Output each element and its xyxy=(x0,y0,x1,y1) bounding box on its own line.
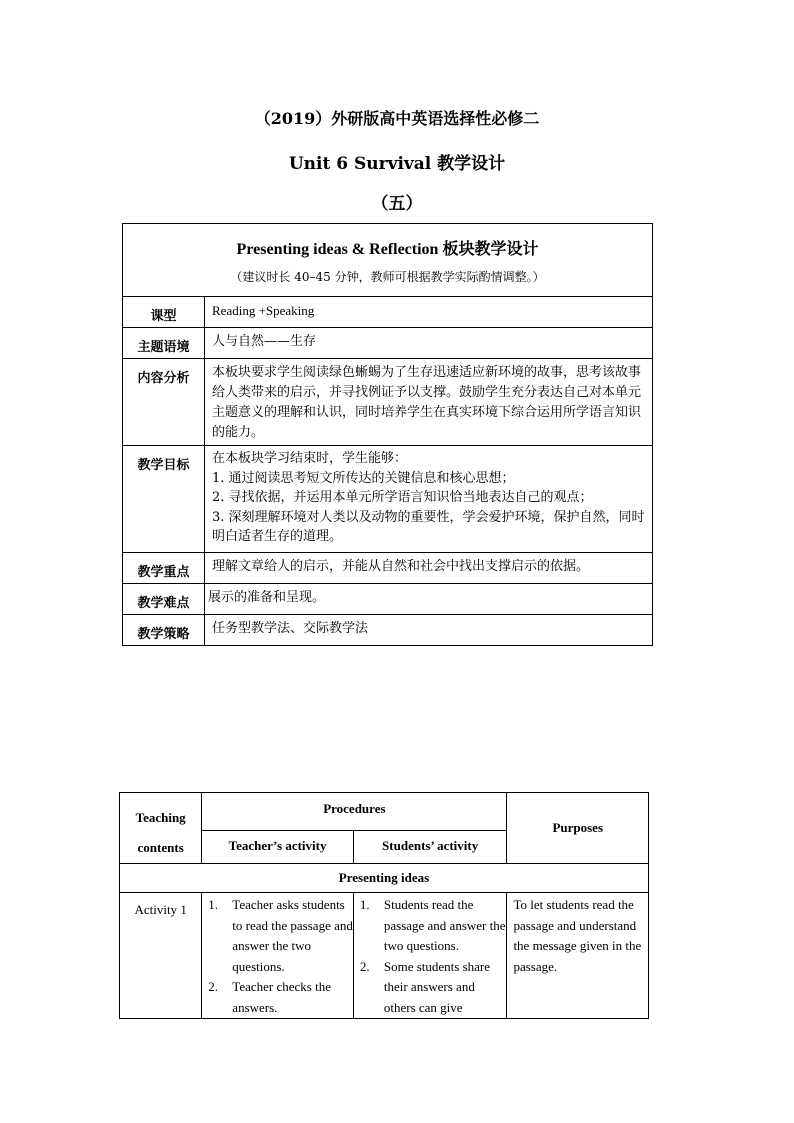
overview-title: Presenting ideas & Reflection 板块教学设计 xyxy=(236,241,539,258)
row-value-theme: 人与自然——生存 xyxy=(205,328,653,359)
col-procedures: Procedures xyxy=(202,793,507,831)
row-value-content-analysis: 本板块要求学生阅读绿色蜥蜴为了生存迅速适应新环境的故事，思考该故事给人类带来的启示，并寻找例证予以支撑。鼓励学生充分表达自己对本单元主题意义的理解和认识，同时培养学生在真实环境下综合运用所学语言知识的能力。 xyxy=(205,359,653,446)
section-presenting-ideas: Presenting ideas xyxy=(120,864,649,893)
item-text: Students read the passage and answer the two questions. xyxy=(383,897,506,953)
item-number: 2. xyxy=(208,979,219,994)
activity1-label: Activity 1 xyxy=(120,893,202,1019)
item-text: Some students share their answers and others can give xyxy=(383,958,491,1015)
row-label-strategies: 教学策略 xyxy=(123,615,205,646)
item-number: 1. xyxy=(359,897,370,912)
doc-title-line1: （2019）外研版高中英语选择性必修二 xyxy=(254,109,540,128)
row-value-objectives xyxy=(205,446,653,553)
overview-subtitle: （建议时长 40–45 分钟，教师可根据教学实际酌情调整。） xyxy=(230,270,545,284)
procedures-table xyxy=(119,792,649,1019)
teacher-activity-list xyxy=(202,895,353,1018)
objective-item: 3. 深刻理解环境对人类以及动物的重要性，学会爱护环境，保护自然，同时明白适者生存的道理。 xyxy=(212,509,645,544)
objectives-intro: 在本板块学习结束时，学生能够： xyxy=(212,451,408,466)
list-item xyxy=(202,977,353,1018)
objective-item: 2. 寻找依据，并运用本单元所学语言知识恰当地表达自己的观点； xyxy=(212,490,593,505)
item-text: Teacher asks students to read the passage and answer the two questions. xyxy=(232,897,353,974)
students-activity-list xyxy=(354,895,507,1018)
row-value-type-text: Reading +Speaking xyxy=(212,303,315,318)
list-item xyxy=(202,895,353,977)
activity1-teacher-cell xyxy=(202,893,354,1019)
row-value-key-points: 理解文章给人的启示，并能从自然和社会中找出支撑启示的依据。 xyxy=(205,553,653,584)
item-text: Teacher checks the answers. xyxy=(232,979,331,1015)
row-value-strategies: 任务型教学法、交际教学法 xyxy=(205,615,653,646)
overview-table xyxy=(122,223,653,646)
col-teaching-line2: contents xyxy=(137,840,184,855)
row-value-type xyxy=(205,297,653,328)
activity1-students-cell xyxy=(353,893,507,1019)
col-teaching-contents xyxy=(120,793,202,864)
col-teaching-line1: Teaching xyxy=(135,810,186,825)
item-number: 1. xyxy=(208,897,219,912)
col-teacher-activity: Teacher’s activity xyxy=(202,830,354,863)
row-label-type: 课型 xyxy=(123,297,205,328)
row-label-difficulties: 教学难点 xyxy=(123,584,205,615)
doc-title-line2: Unit 6 Survival 教学设计 xyxy=(288,154,506,174)
col-purposes: Purposes xyxy=(507,793,649,864)
row-label-theme: 主题语境 xyxy=(123,328,205,359)
overview-header-cell xyxy=(123,224,653,297)
item-number: 2. xyxy=(359,958,370,974)
list-item xyxy=(354,957,507,1019)
objective-item: 1. 通过阅读思考短文所传达的关键信息和核心思想； xyxy=(212,470,515,486)
row-label-content-analysis: 内容分析 xyxy=(123,359,205,446)
row-label-objectives: 教学目标 xyxy=(123,446,205,553)
activity1-purpose: To let students read the passage and understand the message given in the passage. xyxy=(507,893,649,1019)
row-value-difficulties: 展示的准备和呈现。 xyxy=(205,584,653,615)
list-item xyxy=(354,895,507,957)
col-students-activity: Students’ activity xyxy=(353,830,507,863)
row-label-key-points: 教学重点 xyxy=(123,553,205,584)
doc-title-line3: （五） xyxy=(371,194,423,214)
